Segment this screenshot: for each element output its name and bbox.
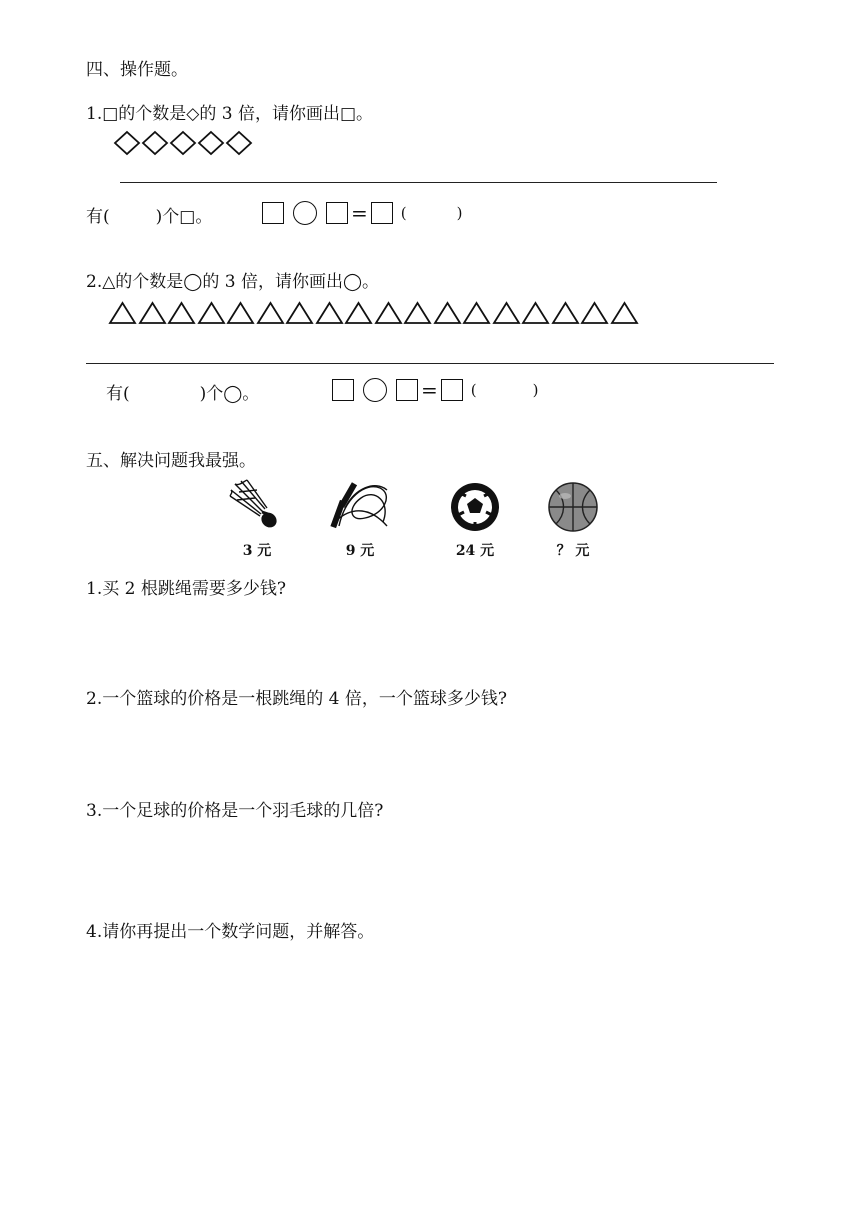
- jump-rope-icon: [325, 478, 395, 536]
- equation-box[interactable]: [441, 379, 463, 401]
- soccer-ball-icon: [446, 478, 504, 536]
- triangle-icon: [256, 301, 286, 325]
- equation-box[interactable]: [396, 379, 418, 401]
- unit-paren-open: (: [400, 204, 407, 222]
- basketball-icon: [544, 478, 602, 536]
- operator-circle[interactable]: [293, 201, 317, 225]
- item-shuttlecock: [222, 478, 292, 560]
- item-jump-rope: [322, 478, 398, 560]
- unit-paren-close: ): [532, 381, 539, 399]
- triangle-icon: [462, 301, 492, 325]
- price-label: 24 元: [455, 543, 495, 559]
- section-4-title: 四、操作题。: [86, 60, 188, 80]
- diamond-icon: [141, 130, 169, 156]
- item-basketball: [538, 478, 608, 560]
- count-answer-2-suffix: )个◯。: [199, 384, 260, 404]
- problem-4: 4.请你再提出一个数学问题，并解答。: [86, 922, 375, 942]
- diamond-icon: [169, 130, 197, 156]
- price-label: 3 元: [242, 543, 272, 559]
- question-1-prompt: 1.□的个数是◇的 3 倍，请你画出□。: [86, 104, 374, 124]
- triangle-icon: [433, 301, 463, 325]
- price-label: ？ 元: [556, 543, 590, 559]
- item-soccer-ball: [440, 478, 510, 560]
- diamond-icon: [197, 130, 225, 156]
- equals-sign: =: [351, 201, 368, 225]
- triangle-icon: [344, 301, 374, 325]
- unit-paren-close: ): [456, 204, 463, 222]
- equals-sign: =: [421, 378, 438, 402]
- triangle-icon: [315, 301, 345, 325]
- price-label: 9 元: [345, 543, 375, 559]
- count-answer-2-prefix: 有(: [106, 384, 130, 404]
- drawing-answer-line-2[interactable]: [86, 363, 774, 364]
- question-2-prompt: 2.△的个数是◯的 3 倍，请你画出◯。: [86, 272, 379, 292]
- triangle-icon: [580, 301, 610, 325]
- unit-paren-open: (: [470, 381, 477, 399]
- triangle-icon: [403, 301, 433, 325]
- count-answer-1-suffix: )个□。: [155, 207, 213, 227]
- equation-box[interactable]: [332, 379, 354, 401]
- operator-circle[interactable]: [363, 378, 387, 402]
- triangle-icon: [197, 301, 227, 325]
- shuttlecock-icon: [227, 478, 287, 536]
- triangle-icon: [167, 301, 197, 325]
- drawing-answer-line-1[interactable]: [120, 182, 717, 183]
- triangle-icon: [492, 301, 522, 325]
- triangle-icon: [138, 301, 168, 325]
- diamond-icon: [113, 130, 141, 156]
- problem-2: 2.一个篮球的价格是一根跳绳的 4 倍，一个篮球多少钱?: [86, 689, 507, 709]
- triangle-icon: [285, 301, 315, 325]
- count-answer-2: [106, 383, 259, 405]
- equation-box[interactable]: [262, 202, 284, 224]
- equation-box[interactable]: [326, 202, 348, 224]
- count-answer-1: [86, 206, 212, 228]
- triangle-icon: [551, 301, 581, 325]
- equation-1: [262, 201, 462, 225]
- equation-2: [332, 378, 538, 402]
- problem-1: 1.买 2 根跳绳需要多少钱?: [86, 579, 286, 599]
- count-answer-1-prefix: 有(: [86, 207, 110, 227]
- diamond-row: [113, 130, 253, 156]
- triangle-icon: [108, 301, 138, 325]
- section-5-title: 五、解决问题我最强。: [86, 451, 256, 471]
- triangle-icon: [521, 301, 551, 325]
- diamond-icon: [225, 130, 253, 156]
- problem-3: 3.一个足球的价格是一个羽毛球的几倍?: [86, 801, 384, 821]
- triangle-icon: [610, 301, 640, 325]
- equation-box[interactable]: [371, 202, 393, 224]
- triangle-icon: [226, 301, 256, 325]
- triangle-icon: [374, 301, 404, 325]
- triangle-row: [108, 301, 639, 325]
